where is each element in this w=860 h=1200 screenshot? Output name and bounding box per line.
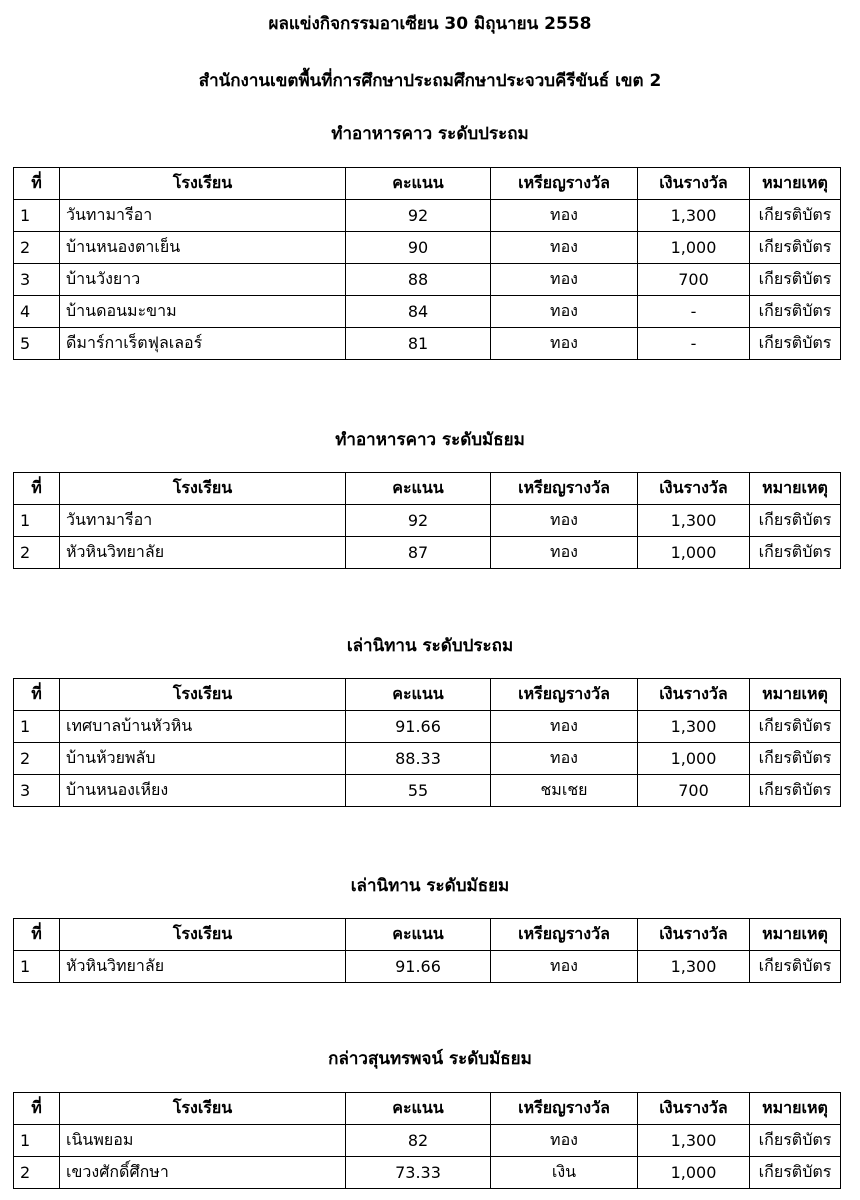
cell-note: เกียรติบัตร xyxy=(750,296,841,328)
header-score: คะแนน xyxy=(346,679,491,711)
header-no: ที่ xyxy=(14,168,60,200)
table-row xyxy=(14,328,841,360)
header-note: หมายเหตุ xyxy=(750,1093,841,1125)
cell-score: 88 xyxy=(346,264,491,296)
table-row xyxy=(14,264,841,296)
section-title: เล่านิทาน ระดับมัธยม xyxy=(350,876,510,896)
table-row xyxy=(14,232,841,264)
header-medal: เหรียญรางวัล xyxy=(491,679,638,711)
cell-no: 1 xyxy=(14,951,60,983)
table-row xyxy=(14,711,841,743)
cell-note: เกียรติบัตร xyxy=(750,505,841,537)
results-table xyxy=(13,1092,841,1189)
header-no: ที่ xyxy=(14,919,60,951)
cell-prize: 1,300 xyxy=(638,200,750,232)
header-prize: เงินรางวัล xyxy=(638,679,750,711)
header-score: คะแนน xyxy=(346,473,491,505)
cell-score: 91.66 xyxy=(346,951,491,983)
cell-prize: 1,000 xyxy=(638,232,750,264)
results-table xyxy=(13,678,841,807)
cell-no: 2 xyxy=(14,1157,60,1189)
cell-school: วันทามารีอา xyxy=(60,200,346,232)
header-prize: เงินรางวัล xyxy=(638,919,750,951)
cell-medal: ทอง xyxy=(491,951,638,983)
cell-score: 81 xyxy=(346,328,491,360)
header-prize: เงินรางวัล xyxy=(638,1093,750,1125)
document-title: ผลแข่งกิจกรรมอาเซียน 30 มิถุนายน 2558 xyxy=(268,14,592,34)
cell-no: 1 xyxy=(14,1125,60,1157)
table-row xyxy=(14,775,841,807)
cell-school: บ้านห้วยพลับ xyxy=(60,743,346,775)
table-row xyxy=(14,296,841,328)
cell-prize: 700 xyxy=(638,264,750,296)
header-no: ที่ xyxy=(14,473,60,505)
cell-medal: ทอง xyxy=(491,505,638,537)
cell-prize: 1,000 xyxy=(638,743,750,775)
cell-note: เกียรติบัตร xyxy=(750,537,841,569)
header-school: โรงเรียน xyxy=(60,168,346,200)
cell-medal: ทอง xyxy=(491,537,638,569)
header-school: โรงเรียน xyxy=(60,679,346,711)
cell-score: 88.33 xyxy=(346,743,491,775)
cell-score: 90 xyxy=(346,232,491,264)
cell-score: 82 xyxy=(346,1125,491,1157)
cell-school: หัวหินวิทยาลัย xyxy=(60,537,346,569)
cell-medal: ทอง xyxy=(491,711,638,743)
cell-medal: ทอง xyxy=(491,296,638,328)
cell-medal: ทอง xyxy=(491,328,638,360)
results-table xyxy=(13,167,841,360)
cell-medal: ทอง xyxy=(491,1125,638,1157)
cell-score: 92 xyxy=(346,200,491,232)
section-title: ทำอาหารคาว ระดับประถม xyxy=(331,124,529,144)
table-header-row xyxy=(14,1093,841,1125)
cell-note: เกียรติบัตร xyxy=(750,951,841,983)
cell-prize: - xyxy=(638,296,750,328)
table-header-row xyxy=(14,919,841,951)
cell-no: 2 xyxy=(14,232,60,264)
cell-prize: - xyxy=(638,328,750,360)
header-school: โรงเรียน xyxy=(60,473,346,505)
results-table xyxy=(13,918,841,983)
table-row xyxy=(14,505,841,537)
cell-no: 2 xyxy=(14,537,60,569)
document-subtitle: สำนักงานเขตพื้นที่การศึกษาประถมศึกษาประจวบคีรีขันธ์ เขต 2 xyxy=(198,71,662,91)
cell-prize: 1,000 xyxy=(638,537,750,569)
cell-prize: 1,000 xyxy=(638,1157,750,1189)
header-score: คะแนน xyxy=(346,919,491,951)
cell-prize: 700 xyxy=(638,775,750,807)
cell-prize: 1,300 xyxy=(638,951,750,983)
cell-medal: ทอง xyxy=(491,743,638,775)
table-row xyxy=(14,200,841,232)
cell-school: เขวงศักดิ์ศึกษา xyxy=(60,1157,346,1189)
cell-note: เกียรติบัตร xyxy=(750,264,841,296)
header-note: หมายเหตุ xyxy=(750,919,841,951)
table-row xyxy=(14,537,841,569)
table-row xyxy=(14,951,841,983)
cell-school: เนินพยอม xyxy=(60,1125,346,1157)
table-row xyxy=(14,1125,841,1157)
section-title: กล่าวสุนทรพจน์ ระดับมัธยม xyxy=(328,1049,532,1069)
header-score: คะแนน xyxy=(346,1093,491,1125)
table-header-row xyxy=(14,168,841,200)
cell-note: เกียรติบัตร xyxy=(750,328,841,360)
section-title: ทำอาหารคาว ระดับมัธยม xyxy=(335,430,525,450)
cell-prize: 1,300 xyxy=(638,1125,750,1157)
cell-no: 3 xyxy=(14,775,60,807)
cell-school: หัวหินวิทยาลัย xyxy=(60,951,346,983)
header-school: โรงเรียน xyxy=(60,1093,346,1125)
cell-school: บ้านดอนมะขาม xyxy=(60,296,346,328)
cell-note: เกียรติบัตร xyxy=(750,1157,841,1189)
results-table xyxy=(13,472,841,569)
cell-no: 1 xyxy=(14,200,60,232)
header-school: โรงเรียน xyxy=(60,919,346,951)
table-row xyxy=(14,743,841,775)
cell-school: บ้านหนองเหียง xyxy=(60,775,346,807)
cell-note: เกียรติบัตร xyxy=(750,743,841,775)
header-medal: เหรียญรางวัล xyxy=(491,473,638,505)
cell-no: 2 xyxy=(14,743,60,775)
header-note: หมายเหตุ xyxy=(750,679,841,711)
section-title: เล่านิทาน ระดับประถม xyxy=(346,636,514,656)
cell-no: 1 xyxy=(14,711,60,743)
table-header-row xyxy=(14,473,841,505)
cell-school: ดีมาร์กาเร็ตฟุลเลอร์ xyxy=(60,328,346,360)
cell-score: 73.33 xyxy=(346,1157,491,1189)
table-row xyxy=(14,1157,841,1189)
cell-score: 92 xyxy=(346,505,491,537)
cell-prize: 1,300 xyxy=(638,711,750,743)
cell-no: 4 xyxy=(14,296,60,328)
cell-score: 55 xyxy=(346,775,491,807)
header-medal: เหรียญรางวัล xyxy=(491,919,638,951)
cell-medal: ชมเชย xyxy=(491,775,638,807)
cell-note: เกียรติบัตร xyxy=(750,200,841,232)
cell-prize: 1,300 xyxy=(638,505,750,537)
cell-no: 3 xyxy=(14,264,60,296)
header-note: หมายเหตุ xyxy=(750,168,841,200)
cell-school: บ้านหนองตาเย็น xyxy=(60,232,346,264)
table-header-row xyxy=(14,679,841,711)
cell-note: เกียรติบัตร xyxy=(750,232,841,264)
header-medal: เหรียญรางวัล xyxy=(491,1093,638,1125)
cell-score: 91.66 xyxy=(346,711,491,743)
cell-note: เกียรติบัตร xyxy=(750,1125,841,1157)
header-prize: เงินรางวัล xyxy=(638,473,750,505)
header-prize: เงินรางวัล xyxy=(638,168,750,200)
header-note: หมายเหตุ xyxy=(750,473,841,505)
cell-school: บ้านวังยาว xyxy=(60,264,346,296)
cell-medal: ทอง xyxy=(491,232,638,264)
cell-medal: ทอง xyxy=(491,264,638,296)
cell-medal: ทอง xyxy=(491,200,638,232)
cell-school: เทศบาลบ้านหัวหิน xyxy=(60,711,346,743)
cell-score: 87 xyxy=(346,537,491,569)
cell-medal: เงิน xyxy=(491,1157,638,1189)
cell-school: วันทามารีอา xyxy=(60,505,346,537)
header-no: ที่ xyxy=(14,679,60,711)
cell-score: 84 xyxy=(346,296,491,328)
header-score: คะแนน xyxy=(346,168,491,200)
cell-no: 5 xyxy=(14,328,60,360)
header-medal: เหรียญรางวัล xyxy=(491,168,638,200)
cell-note: เกียรติบัตร xyxy=(750,775,841,807)
header-no: ที่ xyxy=(14,1093,60,1125)
cell-note: เกียรติบัตร xyxy=(750,711,841,743)
cell-no: 1 xyxy=(14,505,60,537)
